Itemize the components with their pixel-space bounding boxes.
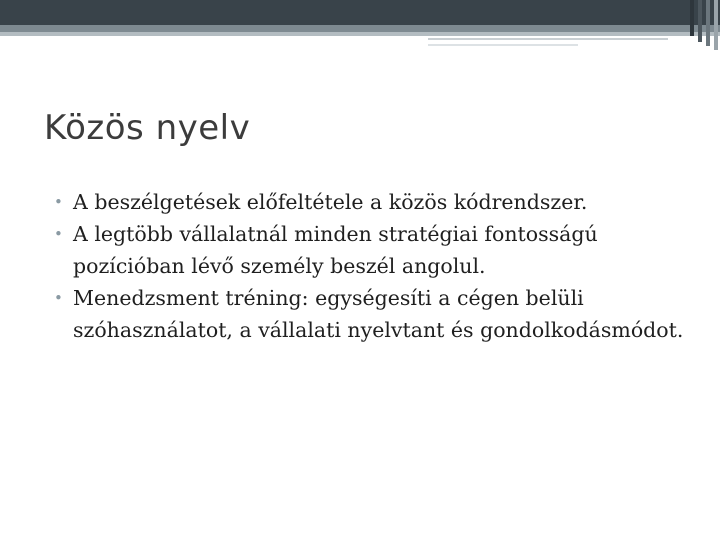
bullet-dot-icon: • <box>54 289 63 307</box>
bullet-list <box>54 186 694 346</box>
corner-stripe <box>690 0 694 36</box>
bullet-item <box>54 282 694 346</box>
bullet-item <box>54 218 694 282</box>
bullet-item <box>54 186 694 218</box>
header-accent-line <box>428 38 668 40</box>
bullet-text: A legtöbb vállalatnál minden stratégiai fontosságú pozícióban lévő személy beszél angolul. <box>73 222 598 278</box>
bullet-text: A beszélgetések előfeltétele a közös kódrendszer. <box>73 190 588 214</box>
corner-stripe <box>706 0 710 46</box>
slide-title: Közös nyelv <box>44 108 251 148</box>
header-accent-line-short <box>428 44 578 46</box>
bullet-text: Menedzsment tréning: egységesíti a cégen belüli szóhasználatot, a vállalati nyelvtant és gondolkodásmódot. <box>73 286 684 342</box>
bullet-dot-icon: • <box>54 193 63 211</box>
header-band-mid <box>0 25 720 32</box>
corner-stripe <box>714 0 718 50</box>
corner-stripe <box>698 0 702 42</box>
header-band-dark <box>0 0 720 25</box>
header-band-light <box>0 32 720 36</box>
bullet-dot-icon: • <box>54 225 63 243</box>
